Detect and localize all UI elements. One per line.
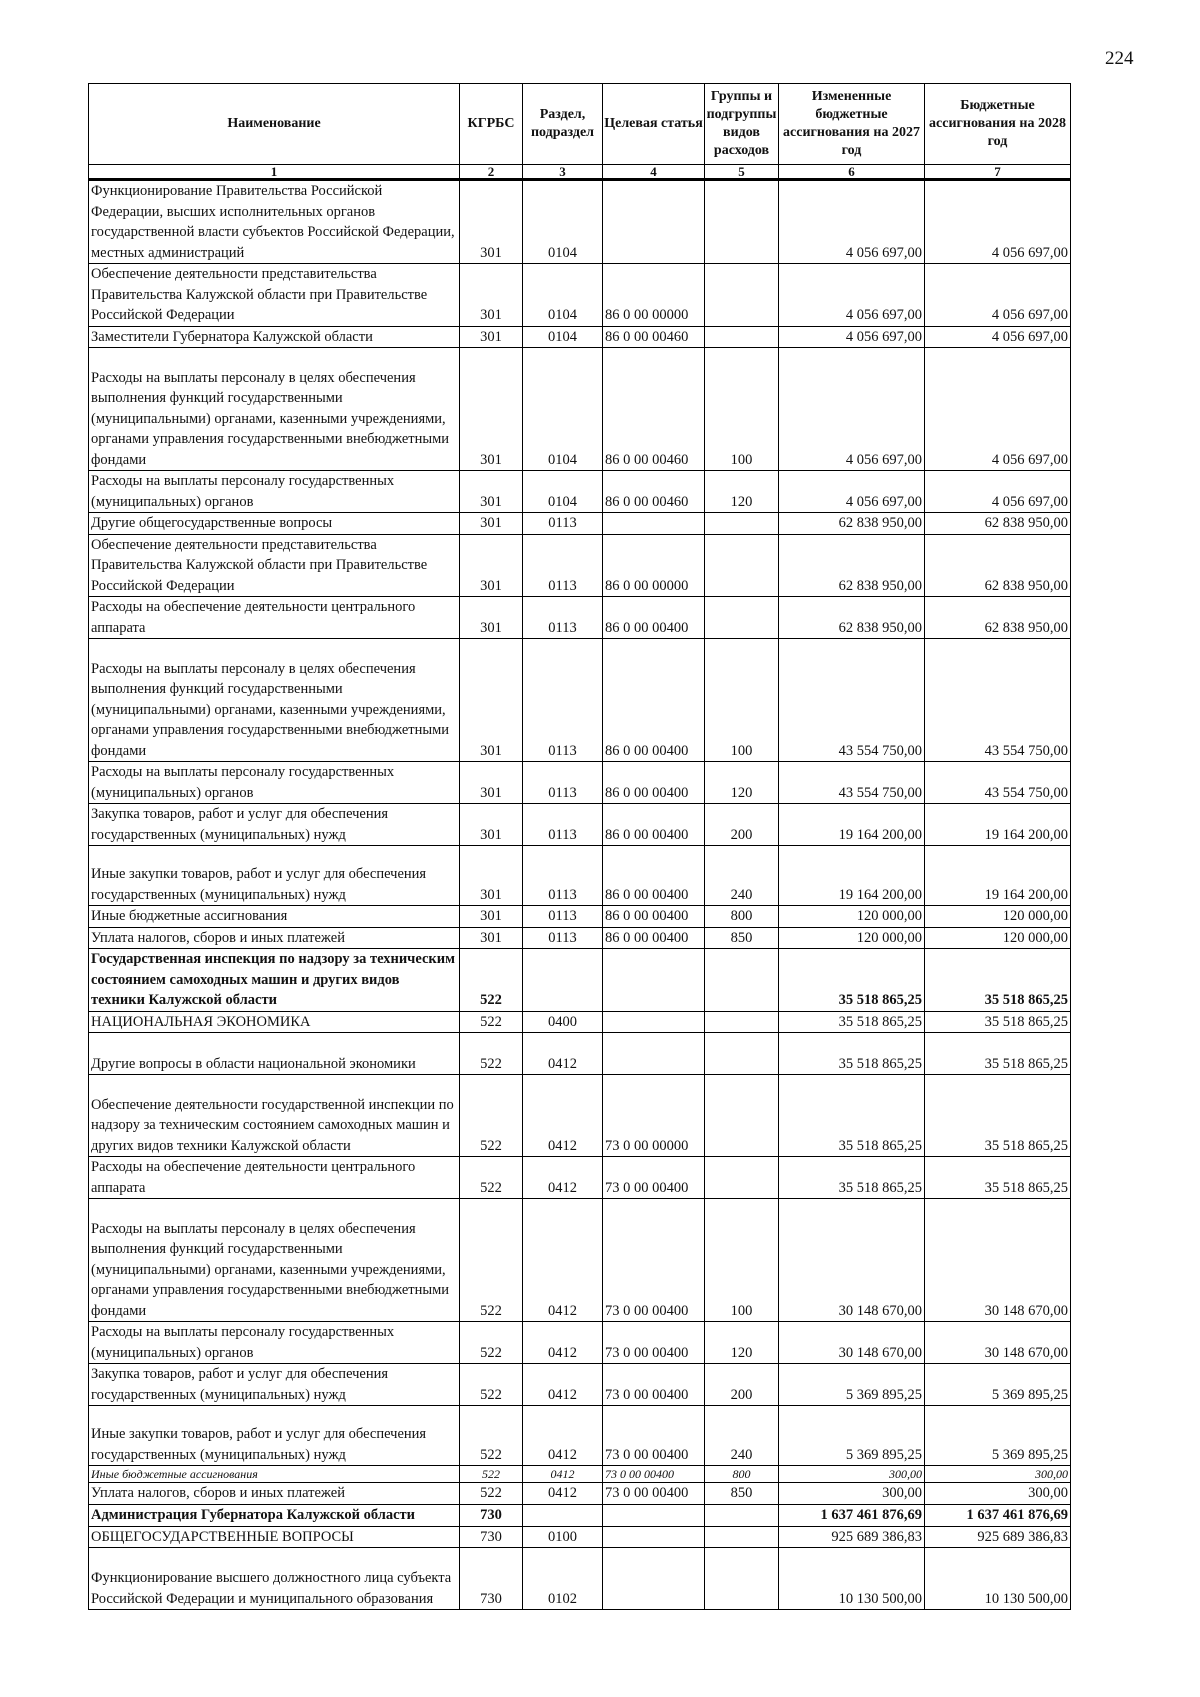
cell-razdel: 0113 [523, 804, 603, 846]
cell-vid [705, 949, 779, 1012]
cell-2027: 35 518 865,25 [779, 1157, 925, 1199]
cell-2028: 120 000,00 [925, 906, 1071, 928]
cell-name: Другие вопросы в области национальной экономики [89, 1033, 460, 1075]
cell-celevaya: 86 0 00 00400 [603, 762, 705, 804]
cell-razdel: 0412 [523, 1483, 603, 1505]
table-body [89, 180, 1071, 1610]
cell-name: Расходы на выплаты персоналу государственных (муниципальных) органов [89, 762, 460, 804]
cell-2028: 925 689 386,83 [925, 1526, 1071, 1548]
cell-name: Уплата налогов, сборов и иных платежей [89, 927, 460, 949]
cell-kgrbs: 522 [460, 1322, 523, 1364]
column-number: 3 [523, 165, 603, 180]
cell-2028: 30 148 670,00 [925, 1322, 1071, 1364]
cell-vid: 120 [705, 762, 779, 804]
cell-2028: 35 518 865,25 [925, 1011, 1071, 1033]
column-number: 7 [925, 165, 1071, 180]
header-2027: Измененные бюджетные ассигнования на 2027 год [779, 84, 925, 165]
cell-2027: 4 056 697,00 [779, 180, 925, 264]
cell-2028: 300,00 [925, 1483, 1071, 1505]
cell-razdel: 0104 [523, 180, 603, 264]
cell-name: Другие общегосударственные вопросы [89, 513, 460, 535]
column-number: 4 [603, 165, 705, 180]
cell-celevaya [603, 513, 705, 535]
cell-2027: 4 056 697,00 [779, 471, 925, 513]
cell-2027: 35 518 865,25 [779, 949, 925, 1012]
cell-kgrbs: 522 [460, 1406, 523, 1466]
cell-2027: 43 554 750,00 [779, 639, 925, 762]
cell-razdel: 0400 [523, 1011, 603, 1033]
cell-celevaya: 73 0 00 00400 [603, 1322, 705, 1364]
header-celevaya: Целевая статья [603, 84, 705, 165]
cell-vid [705, 1157, 779, 1199]
table-row [89, 534, 1071, 597]
cell-vid [705, 1033, 779, 1075]
table-row [89, 1364, 1071, 1406]
cell-vid: 120 [705, 471, 779, 513]
cell-vid [705, 1504, 779, 1526]
table-row [89, 906, 1071, 928]
cell-vid [705, 326, 779, 348]
header-vid: Группы и подгруппы видов расходов [705, 84, 779, 165]
header-kgrbs: КГРБС [460, 84, 523, 165]
cell-name: Администрация Губернатора Калужской области [89, 1504, 460, 1526]
cell-razdel: 0113 [523, 846, 603, 906]
cell-name: Функционирование высшего должностного лица субъекта Российской Федерации и муниципального образования [89, 1548, 460, 1610]
cell-2027: 35 518 865,25 [779, 1033, 925, 1075]
cell-vid [705, 534, 779, 597]
cell-celevaya: 73 0 00 00000 [603, 1075, 705, 1157]
cell-2028: 62 838 950,00 [925, 597, 1071, 639]
cell-celevaya: 73 0 00 00400 [603, 1157, 705, 1199]
cell-celevaya: 86 0 00 00000 [603, 264, 705, 327]
cell-2027: 4 056 697,00 [779, 348, 925, 471]
header-name: Наименование [89, 84, 460, 165]
cell-2028: 4 056 697,00 [925, 471, 1071, 513]
cell-kgrbs: 730 [460, 1526, 523, 1548]
cell-name: Обеспечение деятельности государственной инспекции по надзору за техническим состоянием самоходных машин и других видов техники Калужской области [89, 1075, 460, 1157]
cell-2028: 19 164 200,00 [925, 804, 1071, 846]
cell-2027: 62 838 950,00 [779, 597, 925, 639]
cell-kgrbs: 301 [460, 348, 523, 471]
cell-razdel: 0104 [523, 264, 603, 327]
table-row [89, 1466, 1071, 1483]
cell-kgrbs: 301 [460, 927, 523, 949]
cell-kgrbs: 301 [460, 597, 523, 639]
cell-kgrbs: 522 [460, 1157, 523, 1199]
cell-2028: 35 518 865,25 [925, 949, 1071, 1012]
cell-vid [705, 1075, 779, 1157]
column-number: 5 [705, 165, 779, 180]
cell-kgrbs: 522 [460, 1466, 523, 1483]
cell-2028: 19 164 200,00 [925, 846, 1071, 906]
cell-2027: 120 000,00 [779, 906, 925, 928]
cell-2028: 5 369 895,25 [925, 1364, 1071, 1406]
cell-2027: 35 518 865,25 [779, 1075, 925, 1157]
cell-vid [705, 1548, 779, 1610]
cell-name: Расходы на обеспечение деятельности центрального аппарата [89, 1157, 460, 1199]
cell-2027: 4 056 697,00 [779, 264, 925, 327]
cell-razdel: 0113 [523, 927, 603, 949]
cell-name: Расходы на выплаты персоналу в целях обеспечения выполнения функций государственными (муниципальными) органами, казенными учреждениями, органами управления государственными внебюджетными фондами [89, 1199, 460, 1322]
column-number: 1 [89, 165, 460, 180]
cell-celevaya: 86 0 00 00400 [603, 906, 705, 928]
cell-name: Иные закупки товаров, работ и услуг для обеспечения государственных (муниципальных) нужд [89, 1406, 460, 1466]
cell-2027: 925 689 386,83 [779, 1526, 925, 1548]
cell-vid [705, 1011, 779, 1033]
table-row [89, 1199, 1071, 1322]
table-row [89, 949, 1071, 1012]
cell-vid [705, 1526, 779, 1548]
table-row [89, 513, 1071, 535]
cell-razdel: 0104 [523, 471, 603, 513]
cell-2027: 35 518 865,25 [779, 1011, 925, 1033]
cell-kgrbs: 301 [460, 906, 523, 928]
cell-2028: 120 000,00 [925, 927, 1071, 949]
cell-vid [705, 513, 779, 535]
cell-2027: 30 148 670,00 [779, 1199, 925, 1322]
cell-2028: 4 056 697,00 [925, 264, 1071, 327]
cell-2028: 43 554 750,00 [925, 639, 1071, 762]
table-row [89, 326, 1071, 348]
cell-name: Иные бюджетные ассигнования [89, 906, 460, 928]
cell-kgrbs: 301 [460, 513, 523, 535]
cell-vid [705, 264, 779, 327]
cell-name: Расходы на обеспечение деятельности центрального аппарата [89, 597, 460, 639]
cell-name: НАЦИОНАЛЬНАЯ ЭКОНОМИКА [89, 1011, 460, 1033]
cell-celevaya: 86 0 00 00460 [603, 471, 705, 513]
table-row [89, 180, 1071, 264]
cell-vid: 100 [705, 639, 779, 762]
column-number: 2 [460, 165, 523, 180]
cell-vid: 240 [705, 1406, 779, 1466]
cell-name: Расходы на выплаты персоналу государственных (муниципальных) органов [89, 471, 460, 513]
table-row [89, 762, 1071, 804]
header-razdel: Раздел, подраздел [523, 84, 603, 165]
cell-vid: 850 [705, 1483, 779, 1505]
header-2028: Бюджетные ассигнования на 2028 год [925, 84, 1071, 165]
cell-razdel [523, 949, 603, 1012]
cell-kgrbs: 522 [460, 1033, 523, 1075]
cell-kgrbs: 522 [460, 1199, 523, 1322]
cell-2027: 10 130 500,00 [779, 1548, 925, 1610]
cell-celevaya: 86 0 00 00400 [603, 927, 705, 949]
cell-razdel: 0412 [523, 1322, 603, 1364]
cell-celevaya: 73 0 00 00400 [603, 1364, 705, 1406]
cell-celevaya [603, 949, 705, 1012]
table-row [89, 1011, 1071, 1033]
cell-celevaya [603, 1548, 705, 1610]
table-row [89, 1504, 1071, 1526]
cell-2028: 35 518 865,25 [925, 1033, 1071, 1075]
table-row [89, 1483, 1071, 1505]
cell-2028: 4 056 697,00 [925, 180, 1071, 264]
cell-kgrbs: 301 [460, 471, 523, 513]
cell-razdel: 0412 [523, 1364, 603, 1406]
cell-2027: 4 056 697,00 [779, 326, 925, 348]
cell-razdel: 0113 [523, 906, 603, 928]
cell-2027: 43 554 750,00 [779, 762, 925, 804]
cell-vid: 200 [705, 1364, 779, 1406]
cell-2028: 4 056 697,00 [925, 348, 1071, 471]
cell-celevaya: 86 0 00 00400 [603, 804, 705, 846]
cell-vid: 240 [705, 846, 779, 906]
cell-kgrbs: 301 [460, 846, 523, 906]
table-row [89, 1548, 1071, 1610]
table-row [89, 1157, 1071, 1199]
cell-vid: 200 [705, 804, 779, 846]
cell-2028: 35 518 865,25 [925, 1075, 1071, 1157]
cell-2028: 43 554 750,00 [925, 762, 1071, 804]
cell-2028: 300,00 [925, 1466, 1071, 1483]
cell-celevaya: 73 0 00 00400 [603, 1466, 705, 1483]
cell-celevaya [603, 1033, 705, 1075]
cell-razdel: 0113 [523, 513, 603, 535]
cell-kgrbs: 522 [460, 949, 523, 1012]
cell-celevaya: 86 0 00 00460 [603, 326, 705, 348]
cell-razdel: 0412 [523, 1033, 603, 1075]
cell-2028: 35 518 865,25 [925, 1157, 1071, 1199]
cell-2028: 4 056 697,00 [925, 326, 1071, 348]
cell-2027: 62 838 950,00 [779, 534, 925, 597]
cell-celevaya: 73 0 00 00400 [603, 1406, 705, 1466]
table-header-row [89, 84, 1071, 165]
cell-2028: 62 838 950,00 [925, 513, 1071, 535]
cell-vid: 850 [705, 927, 779, 949]
cell-vid [705, 597, 779, 639]
cell-2027: 120 000,00 [779, 927, 925, 949]
table-row [89, 1526, 1071, 1548]
cell-2027: 19 164 200,00 [779, 846, 925, 906]
cell-celevaya: 73 0 00 00400 [603, 1199, 705, 1322]
cell-2028: 5 369 895,25 [925, 1406, 1071, 1466]
cell-celevaya [603, 180, 705, 264]
table-row [89, 927, 1071, 949]
cell-celevaya: 86 0 00 00460 [603, 348, 705, 471]
cell-razdel [523, 1504, 603, 1526]
column-number: 6 [779, 165, 925, 180]
cell-name: Расходы на выплаты персоналу государственных (муниципальных) органов [89, 1322, 460, 1364]
cell-name: Обеспечение деятельности представительства Правительства Калужской области при Правительстве Российской Федерации [89, 534, 460, 597]
cell-razdel: 0104 [523, 348, 603, 471]
cell-2027: 5 369 895,25 [779, 1364, 925, 1406]
cell-celevaya: 86 0 00 00400 [603, 639, 705, 762]
cell-kgrbs: 301 [460, 534, 523, 597]
table-row [89, 1406, 1071, 1466]
cell-kgrbs: 522 [460, 1011, 523, 1033]
cell-name: Закупка товаров, работ и услуг для обеспечения государственных (муниципальных) нужд [89, 1364, 460, 1406]
table-row [89, 1033, 1071, 1075]
cell-celevaya: 73 0 00 00400 [603, 1483, 705, 1505]
cell-celevaya: 86 0 00 00400 [603, 597, 705, 639]
budget-table [88, 83, 1071, 1610]
cell-vid: 120 [705, 1322, 779, 1364]
cell-2027: 300,00 [779, 1466, 925, 1483]
cell-name: Иные закупки товаров, работ и услуг для обеспечения государственных (муниципальных) нужд [89, 846, 460, 906]
cell-celevaya: 86 0 00 00400 [603, 846, 705, 906]
cell-kgrbs: 301 [460, 762, 523, 804]
cell-razdel: 0412 [523, 1406, 603, 1466]
cell-name: Расходы на выплаты персоналу в целях обеспечения выполнения функций государственными (муниципальными) органами, казенными учреждениями, органами управления государственными внебюджетными фондами [89, 639, 460, 762]
cell-razdel: 0412 [523, 1199, 603, 1322]
cell-vid: 800 [705, 906, 779, 928]
cell-name: Функционирование Правительства Российской Федерации, высших исполнительных органов государственной власти субъектов Российской Федерации, местных администраций [89, 180, 460, 264]
cell-name: Заместители Губернатора Калужской области [89, 326, 460, 348]
cell-2027: 19 164 200,00 [779, 804, 925, 846]
cell-celevaya [603, 1526, 705, 1548]
cell-2028: 62 838 950,00 [925, 534, 1071, 597]
cell-razdel: 0113 [523, 762, 603, 804]
cell-celevaya [603, 1504, 705, 1526]
cell-razdel: 0412 [523, 1157, 603, 1199]
cell-razdel: 0100 [523, 1526, 603, 1548]
cell-kgrbs: 522 [460, 1483, 523, 1505]
cell-name: Обеспечение деятельности представительства Правительства Калужской области при Правительстве Российской Федерации [89, 264, 460, 327]
table-row [89, 597, 1071, 639]
cell-name: Уплата налогов, сборов и иных платежей [89, 1483, 460, 1505]
cell-vid: 100 [705, 348, 779, 471]
cell-razdel: 0113 [523, 597, 603, 639]
cell-kgrbs: 522 [460, 1075, 523, 1157]
cell-name: Закупка товаров, работ и услуг для обеспечения государственных (муниципальных) нужд [89, 804, 460, 846]
cell-name: ОБЩЕГОСУДАРСТВЕННЫЕ ВОПРОСЫ [89, 1526, 460, 1548]
table-row [89, 264, 1071, 327]
table-row [89, 1075, 1071, 1157]
cell-vid: 800 [705, 1466, 779, 1483]
cell-razdel: 0113 [523, 534, 603, 597]
cell-razdel: 0113 [523, 639, 603, 762]
cell-celevaya [603, 1011, 705, 1033]
cell-2027: 62 838 950,00 [779, 513, 925, 535]
cell-kgrbs: 730 [460, 1504, 523, 1526]
cell-kgrbs: 301 [460, 264, 523, 327]
cell-2027: 300,00 [779, 1483, 925, 1505]
page-number: 224 [1105, 48, 1134, 69]
cell-razdel: 0102 [523, 1548, 603, 1610]
cell-vid [705, 180, 779, 264]
cell-kgrbs: 730 [460, 1548, 523, 1610]
cell-celevaya: 86 0 00 00000 [603, 534, 705, 597]
cell-kgrbs: 301 [460, 804, 523, 846]
cell-razdel: 0412 [523, 1466, 603, 1483]
cell-kgrbs: 301 [460, 326, 523, 348]
cell-name: Государственная инспекция по надзору за техническим состоянием самоходных машин и других видов техники Калужской области [89, 949, 460, 1012]
table-row [89, 639, 1071, 762]
table-row [89, 471, 1071, 513]
table-row [89, 846, 1071, 906]
cell-2027: 5 369 895,25 [779, 1406, 925, 1466]
cell-kgrbs: 522 [460, 1364, 523, 1406]
cell-name: Расходы на выплаты персоналу в целях обеспечения выполнения функций государственными (муниципальными) органами, казенными учреждениями, органами управления государственными внебюджетными фондами [89, 348, 460, 471]
cell-kgrbs: 301 [460, 639, 523, 762]
cell-razdel: 0412 [523, 1075, 603, 1157]
cell-2028: 10 130 500,00 [925, 1548, 1071, 1610]
cell-vid: 100 [705, 1199, 779, 1322]
cell-kgrbs: 301 [460, 180, 523, 264]
table-row [89, 348, 1071, 471]
cell-2028: 1 637 461 876,69 [925, 1504, 1071, 1526]
table-row [89, 1322, 1071, 1364]
cell-razdel: 0104 [523, 326, 603, 348]
table-row [89, 804, 1071, 846]
column-numbers-row [89, 165, 1071, 180]
cell-name: Иные бюджетные ассигнования [89, 1466, 460, 1483]
cell-2027: 30 148 670,00 [779, 1322, 925, 1364]
cell-2028: 30 148 670,00 [925, 1199, 1071, 1322]
cell-2027: 1 637 461 876,69 [779, 1504, 925, 1526]
